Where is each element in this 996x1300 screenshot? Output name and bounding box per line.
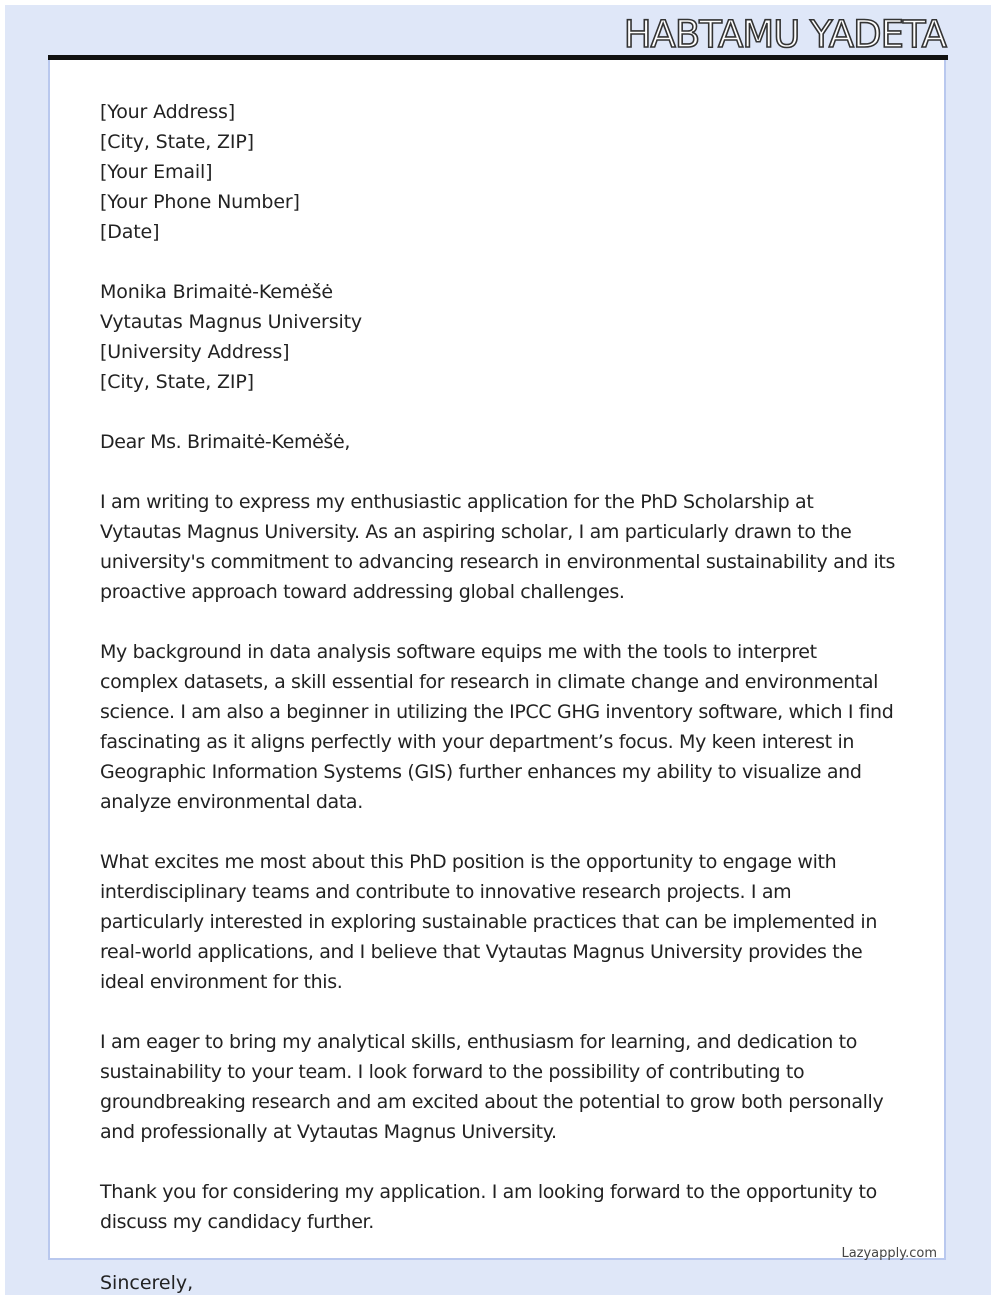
recipient-name: Monika Brimaitė-Kemėšė bbox=[100, 281, 333, 303]
body-paragraph: What excites me most about this PhD position is the opportunity to engage with interdisciplinary teams and contribute to innovative research projects. I am particularly interested in exploring sustainable practices that can be implemented in real-world applications, and I believe that Vytautas Magnus University provides the ideal environment for this. bbox=[100, 851, 878, 993]
cover-letter bbox=[100, 97, 900, 1267]
sender-city-state-zip: [City, State, ZIP] bbox=[100, 131, 254, 153]
body-paragraph: Thank you for considering my application. I am looking forward to the opportunity to discuss my candidacy further. bbox=[100, 1181, 877, 1233]
salutation: Dear Ms. Brimaitė-Kemėšė, bbox=[100, 431, 351, 453]
recipient-block bbox=[100, 277, 900, 397]
sender-block bbox=[100, 97, 900, 247]
sender-address: [Your Address] bbox=[100, 101, 235, 123]
body-paragraph: I am eager to bring my analytical skills, enthusiasm for learning, and dedication to sustainability to your team. I look forward to the possibility of contributing to groundbreaking research and am excited about the potential to grow both personally and professionally at Vytautas Magnus University. bbox=[100, 1031, 884, 1143]
spacer bbox=[100, 397, 900, 427]
body-paragraph: I am writing to express my enthusiastic application for the PhD Scholarship at Vytautas Magnus University. As an aspiring scholar, I am particularly drawn to the university's commitment to advancing research in environmental sustainability and its proactive approach toward addressing global challenges. bbox=[100, 491, 896, 603]
spacer bbox=[100, 247, 900, 277]
sender-phone: [Your Phone Number] bbox=[100, 191, 300, 213]
recipient-address: [University Address] bbox=[100, 341, 290, 363]
applicant-name: HABTAMU YADETA bbox=[623, 13, 946, 56]
sender-email: [Your Email] bbox=[100, 161, 213, 183]
watermark: Lazyapply.com bbox=[841, 1246, 937, 1261]
recipient-city-state-zip: [City, State, ZIP] bbox=[100, 371, 254, 393]
recipient-organization: Vytautas Magnus University bbox=[100, 311, 362, 333]
letter-date: [Date] bbox=[100, 221, 160, 243]
body-paragraph: My background in data analysis software equips me with the tools to interpret complex datasets, a skill essential for research in climate change and environmental science. I am also a beginner in utilizing the IPCC GHG inventory software, which I find fascinating as it aligns perfectly with your department’s focus. My keen interest in Geographic Information Systems (GIS) further enhances my ability to visualize and analyze environmental data. bbox=[100, 641, 894, 813]
closing: Sincerely, bbox=[100, 1272, 194, 1294]
